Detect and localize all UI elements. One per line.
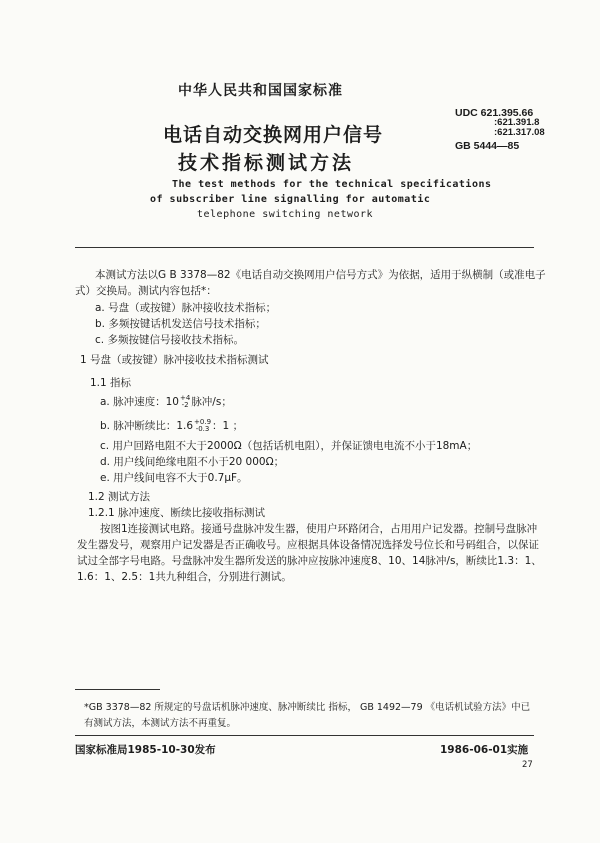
gb-number: GB 5444—85 xyxy=(455,140,520,152)
classification-block xyxy=(455,108,545,152)
title-en-line-1: The test methods for the technical specifications xyxy=(172,179,492,190)
spec-capacitance: e. 用户线间电容不大于0.7μF。 xyxy=(100,472,248,484)
spec-loop-resistance: c. 用户回路电阻不大于2000Ω（包括话机电阻），并保证馈电电流不小于18mA； xyxy=(100,440,478,452)
effective-date: 1986-06-01实施 xyxy=(440,744,529,756)
spec-insulation: d. 用户线间绝缘电阻不小于20 000Ω； xyxy=(100,456,285,468)
section-1-2-1-heading: 1.2.1 脉冲速度、断续比接收指标测试 xyxy=(88,507,266,519)
title-cn-line-2: 技术指标测试方法 xyxy=(178,152,355,174)
spec-pulse-ratio-label: b. 脉冲断续比：1.6 xyxy=(100,420,194,432)
spec-pulse-speed-label: a. 脉冲速度：10 xyxy=(100,396,179,408)
spec-pulse-speed xyxy=(100,394,232,409)
title-en-line-3: telephone switching network xyxy=(197,209,374,220)
intro-item-c: c. 多频按键信号接收技术指标。 xyxy=(95,334,244,346)
intro-item-a: a. 号盘（或按键）脉冲接收技术指标； xyxy=(95,302,277,314)
standard-type-heading: 中华人民共和国国家标准 xyxy=(178,83,343,99)
method-para-line-3: 试过全部字号电路。号盘脉冲发生器所发送的脉冲应按脉冲速度8、10、14脉冲/s，断续比1.3：1、 xyxy=(77,555,542,567)
spec-pulse-speed-unit: 脉冲/s； xyxy=(191,396,232,408)
footnote-divider xyxy=(75,689,160,690)
title-en-line-2: of subscriber line signalling for automatic xyxy=(150,194,431,205)
udc-code-2: :621.391.8 xyxy=(494,117,540,128)
page-number: 27 xyxy=(522,760,533,770)
footnote-line-2: 有测试方法，本测试方法不再重复。 xyxy=(84,718,237,729)
issue-date: 国家标准局1985-10-30发布 xyxy=(75,744,216,756)
method-para-line-1: 按图1连接测试电路。接通号盘脉冲发生器，使用户环路闭合，占用用户记发器。控制号盘脉冲 xyxy=(100,523,538,535)
intro-line-2: 式）交换局。测试内容包括*： xyxy=(75,285,217,297)
pulse-ratio-tolerance: +0.9 -0.3 xyxy=(194,418,212,433)
intro-line-1: 本测试方法以G B 3378—82《电话自动交换网用户信号方式》为依据，适用于纵横制（或准电子 xyxy=(95,269,546,281)
section-1-heading: 1 号盘（或按键）脉冲接收技术指标测试 xyxy=(80,354,269,366)
method-para-line-4: 1.6：1、2.5：1共九种组合，分别进行测试。 xyxy=(77,571,292,583)
spec-pulse-ratio xyxy=(100,418,243,433)
pulse-speed-tolerance: +4 -2 xyxy=(179,394,191,409)
footer-divider xyxy=(75,735,534,736)
spec-pulse-ratio-unit: ：1 ； xyxy=(212,420,244,432)
footnote-line-1: *GB 3378—82 所规定的号盘话机脉冲速度、脉冲断续比 指标， GB 1492—79 《电话机试验方法》中已 xyxy=(84,702,531,713)
header-divider xyxy=(75,247,534,248)
method-para-line-2: 发生器发号，观察用户记发器是否正确收号。应根据具体设备情况选择发号位长和号码组合，以保证 xyxy=(77,539,539,551)
section-1-2-heading: 1.2 测试方法 xyxy=(88,491,151,503)
section-1-1-heading: 1.1 指标 xyxy=(90,377,132,389)
udc-code: UDC 621.395.66 xyxy=(455,107,534,119)
udc-code-3: :621.317.08 xyxy=(494,127,545,138)
title-cn-line-1: 电话自动交换网用户信号 xyxy=(163,124,384,146)
intro-item-b: b. 多频按键话机发送信号技术指标； xyxy=(95,318,266,330)
